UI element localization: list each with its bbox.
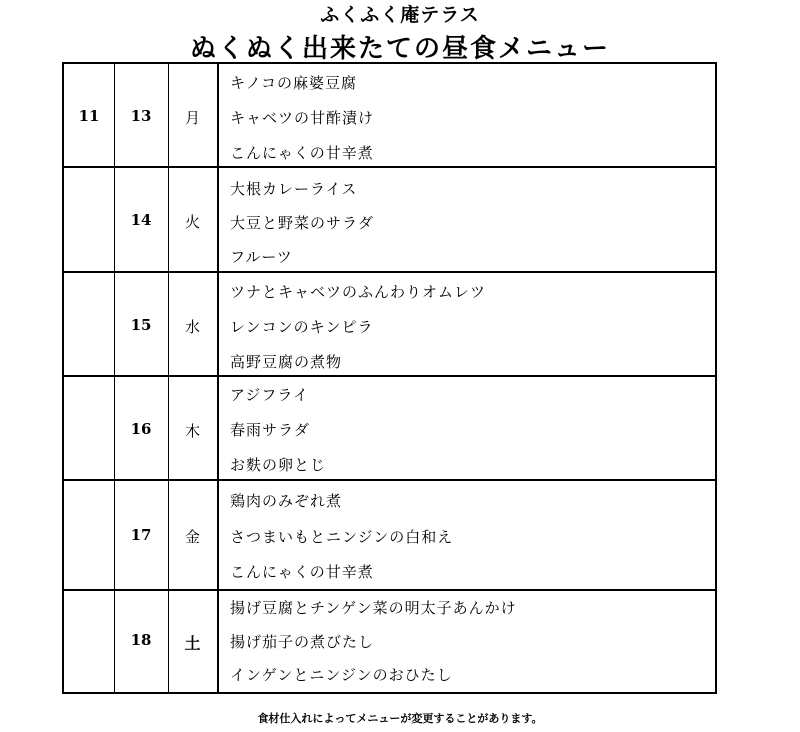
dish-item: 大豆と野菜のサラダ	[230, 214, 374, 232]
menu-row	[64, 168, 715, 273]
dish-item: 春雨サラダ	[230, 421, 310, 439]
menu-table	[62, 62, 717, 694]
dish-item: ツナとキャベツのふんわりオムレツ	[230, 283, 487, 301]
weekday-cell: 土	[184, 634, 201, 653]
dish-item: 鶏肉のみぞれ煮	[230, 492, 343, 510]
dish-item: キノコの麻婆豆腐	[230, 74, 357, 92]
date-cell: 14	[130, 211, 152, 229]
menu-title: ぬくぬく出来たての昼食メニュー	[189, 34, 610, 64]
dish-item: 揚げ豆腐とチンゲン菜の明太子あんかけ	[230, 599, 517, 617]
dish-item: 大根カレーライス	[230, 180, 358, 198]
date-cell: 18	[130, 631, 152, 649]
dish-item: お麩の卵とじ	[230, 456, 327, 474]
weekday-cell: 月	[184, 109, 200, 127]
month-cell: 11	[78, 107, 100, 125]
dish-item: キャベツの甘酢漬け	[230, 109, 375, 127]
menu-change-notice: 食材仕入れによってメニューが変更することがあります。	[257, 712, 543, 725]
menu-row	[64, 377, 715, 481]
menu-row	[64, 481, 715, 591]
date-cell: 17	[130, 526, 152, 544]
weekday-cell: 木	[184, 422, 200, 440]
dish-item: 高野豆腐の煮物	[230, 353, 343, 371]
dish-item: こんにゃくの甘辛煮	[230, 144, 374, 162]
restaurant-name: ふくふく庵テラス	[320, 4, 480, 26]
date-cell: 13	[130, 107, 152, 125]
dish-item: インゲンとニンジンのおひたし	[230, 666, 453, 684]
dish-item: 揚げ茄子の煮びたし	[230, 633, 375, 651]
dish-item: アジフライ	[230, 386, 309, 404]
dish-item: こんにゃくの甘辛煮	[230, 563, 374, 581]
weekday-cell: 水	[184, 318, 200, 336]
dish-item: レンコンのキンピラ	[230, 318, 374, 336]
date-cell: 16	[130, 420, 152, 438]
date-cell: 15	[130, 316, 152, 334]
weekday-cell: 金	[184, 528, 200, 546]
weekday-cell: 火	[184, 213, 200, 231]
dish-item: さつまいもとニンジンの白和え	[230, 528, 454, 546]
dish-item: フルーツ	[230, 248, 293, 266]
menu-row	[64, 64, 715, 168]
menu-row	[64, 273, 715, 377]
menu-row	[64, 591, 715, 692]
